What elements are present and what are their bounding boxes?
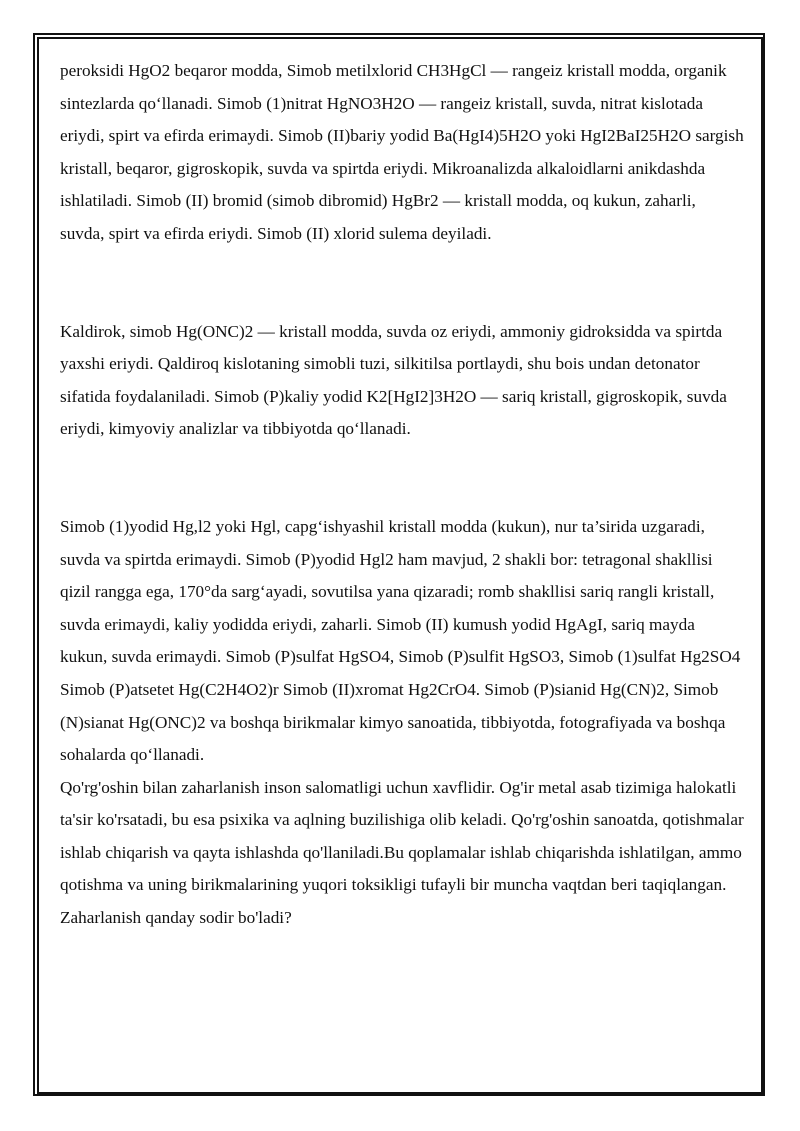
- paragraph-spacer: [60, 251, 744, 316]
- paragraph-question-heading: Zaharlanish qanday sodir bo'ladi?: [60, 908, 292, 928]
- paragraph-spacer: [60, 446, 744, 511]
- paragraph-lead-poisoning: Qo'rg'oshin bilan zaharlanish inson salomatligi uchun xavflidir. Og'ir metal asab tizimiga halokatli ta'sir ko'rsatadi, bu esa psixika va aqlning buzilishiga olib keladi. Qo'rg'oshin sanoatda, qotishmalar ishlab chiqarish va qayta ishlashda qo'llaniladi.Bu qoplamalar ishlab chiqarishda ishlatilgan, ammo qotishma va uning birikmalarining yuqori toksikligi tufayli bir muncha vaqtdan beri taqiqlangan.: [60, 777, 744, 895]
- paragraph-fulminate: Kaldirok, simob Hg(ONC)2 — kristall modda, suvda oz eriydi, ammoniy gidroksidda va spirtda yaxshi eriydi. Qaldiroq kislotaning simobli tuzi, silkitilsa portlaydi, shu bois undan detonator sifatida foydalaniladi. Simob (P)kaliy yodid K2[HgI2]3H2O — sariq kristall, gigroskopik, suvda eriydi, kimyoviy analizlar va tibbiyotda qo‘llanadi.: [60, 321, 727, 439]
- paragraph-mercury-iodide: Simob (1)yodid Hg,l2 yoki Hgl, capg‘ishyashil kristall modda (kukun), nur ta’sirida uzgaradi, suvda va spirtda erimaydi. Simob (P)yodid Hgl2 ham mavjud, 2 shakli bor: tetragonal shakllisi qizil rangga ega, 170°da sarg‘ayadi, sovutilsa yana qizaradi; romb shakllisi sariq rangli kristall, suvda erimaydi, kaliy yodidda eriydi, zaharli. Simob (II) kumush yodid HgAgI, sariq mayda kukun, suvda erimaydi. Simob (P)sulfat HgSO4, Simob (P)sulfit HgSO3, Simob (1)sulfat Hg2SO4 Simob (P)atsetet Hg(C2H4O2)r Simob (II)xromat Hg2CrO4. Simob (P)sianid Hg(CN)2, Simob (N)sianat Hg(ONC)2 va boshqa birikmalar kimyo sanoatida, tibbiyotda, fotografiyada va boshqa sohalarda qo‘llanadi.: [60, 516, 741, 765]
- paragraph-mercury-compounds: peroksidi HgO2 beqaror modda, Simob metilxlorid CH3HgCl — rangeiz kristall modda, organik sintezlarda qo‘llanadi. Simob (1)nitrat HgNO3H2O — rangeiz kristall, suvda, nitrat kislotada eriydi, spirt va efirda erimaydi. Simob (II)bariy yodid Ba(HgI4)5H2O yoki HgI2BaI25H2O sargish kristall, beqaror, gigroskopik, suvda va spirtda eriydi. Mikroanalizda alkaloidlarni anikdashda ishlatiladi. Simob (II) bromid (simob dibromid) HgBr2 — kristall modda, oq kukun, zaharli, suvda, spirt va efirda eriydi. Simob (II) xlorid sulema deyiladi.: [60, 61, 744, 243]
- document-body: [60, 55, 744, 935]
